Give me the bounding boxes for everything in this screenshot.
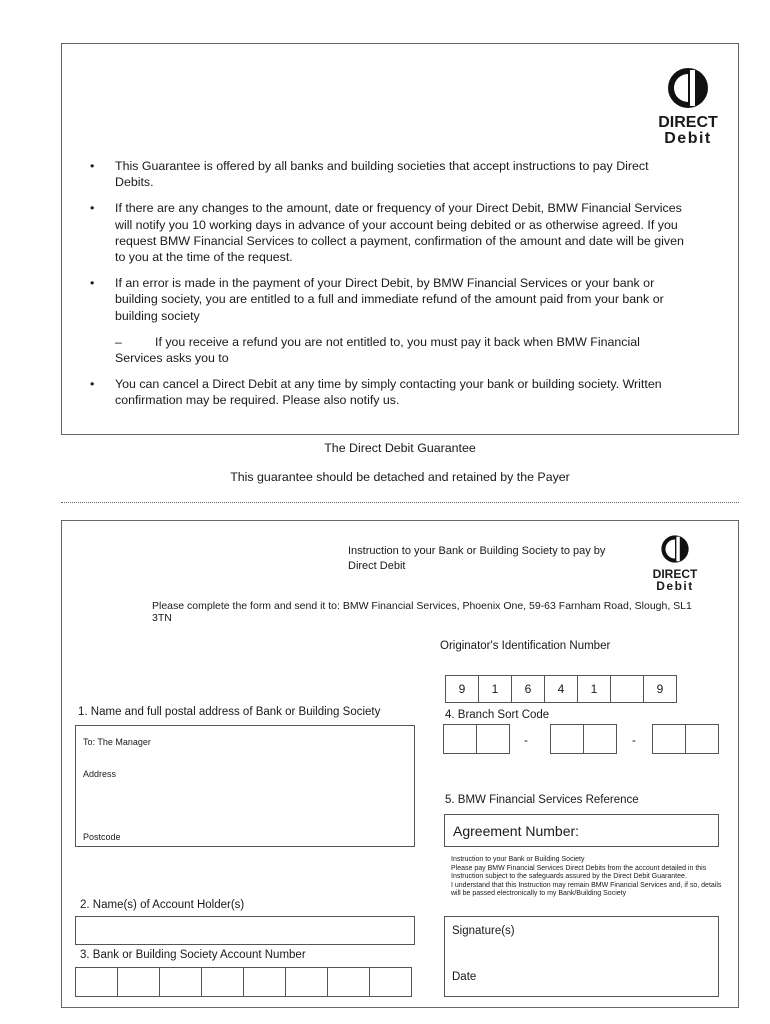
originator-digit: 9 [445, 675, 479, 703]
bullet-dot: • [90, 276, 95, 291]
sort-code-dash: - [524, 735, 528, 747]
guarantee-sub-item [90, 334, 690, 366]
originator-digit [610, 675, 644, 703]
guarantee-bullet-text: If an error is made in the payment of your Direct Debit, by BMW Financial Services or your bank or building society, you are entitled to a full and immediate refund of the amount paid from your bank or building society [115, 276, 664, 323]
postcode-label: Postcode [83, 832, 121, 842]
bullet-dot: • [90, 201, 95, 216]
cut-line-divider [61, 502, 739, 503]
originator-digit: 6 [511, 675, 545, 703]
direct-debit-mark-icon [666, 66, 710, 110]
signature-label: Signature(s) [452, 925, 515, 937]
account-number-label: 3. Bank or Building Society Account Number [80, 949, 306, 961]
account-number-digit-input[interactable] [117, 967, 160, 997]
sort-code-digit-input[interactable] [583, 724, 617, 754]
bullet-dot: • [90, 377, 95, 392]
sort-code-label: 4. Branch Sort Code [445, 709, 550, 721]
originator-digit: 1 [577, 675, 611, 703]
sort-code-group-1 [444, 724, 510, 754]
guarantee-sub-item-text: If you receive a refund you are not entitled to, you must pay it back when BMW Financial Services asks you to [115, 334, 640, 366]
guarantee-bullet [90, 158, 690, 190]
reference-label: 5. BMW Financial Services Reference [445, 794, 639, 806]
account-number-digit-input[interactable] [327, 967, 370, 997]
direct-debit-logo-small [642, 534, 708, 592]
guarantee-bullet-text: If there are any changes to the amount, date or frequency of your Direct Debit, BMW Financial Services will notify you 10 working days in advance of your account being debited or as otherwise agreed. If you request BMW Financial Services to collect a payment, confirmation of the amount and date will be given to you at the time of the request. [115, 201, 684, 265]
detach-note: This guarantee should be detached and retained by the Payer [230, 470, 570, 484]
instruction-small-text [451, 856, 731, 899]
guarantee-bullet [90, 275, 690, 324]
sort-code-digit-input[interactable] [685, 724, 719, 754]
logo-direct-text: DIRECT [658, 114, 718, 131]
account-number-boxes [76, 967, 412, 997]
date-label: Date [452, 971, 477, 983]
direct-debit-logo [655, 66, 721, 147]
to-manager-label: To: The Manager [83, 737, 151, 747]
account-holder-field[interactable] [75, 916, 415, 945]
logo-debit-text: Debit [656, 579, 694, 593]
originator-id-label: Originator's Identification Number [440, 640, 611, 652]
send-to-address: Please complete the form and send it to: BMW Financial Services, Phoenix One, 59-63 Farnham Road, Slough, SL1 3TN [152, 600, 692, 624]
guarantee-bullet-list [90, 158, 690, 419]
sort-code-dash: - [632, 735, 636, 747]
account-number-digit-input[interactable] [369, 967, 412, 997]
originator-id-boxes [446, 675, 677, 703]
account-number-digit-input[interactable] [75, 967, 118, 997]
guarantee-bullet-text: This Guarantee is offered by all banks and building societies that accept instructions to pay Direct Debits. [115, 159, 649, 190]
bank-address-label: 1. Name and full postal address of Bank or Building Society [78, 706, 381, 718]
agreement-number-field[interactable] [444, 814, 719, 847]
account-number-digit-input[interactable] [285, 967, 328, 997]
account-number-digit-input[interactable] [159, 967, 202, 997]
account-number-digit-input[interactable] [201, 967, 244, 997]
guarantee-bullet-text: You can cancel a Direct Debit at any time by simply contacting your bank or building society. Written confirmation may be required. Please also notify us. [115, 377, 662, 408]
sort-code-digit-input[interactable] [476, 724, 510, 754]
direct-debit-mark-icon [660, 534, 690, 564]
address-label: Address [83, 769, 117, 779]
account-holder-label: 2. Name(s) of Account Holder(s) [80, 899, 245, 911]
instruction-small-line: Instruction to your Bank or Building Society [451, 856, 585, 863]
originator-digit: 1 [478, 675, 512, 703]
form-heading: Instruction to your Bank or Building Society to pay by Direct Debit [348, 545, 606, 572]
originator-digit: 4 [544, 675, 578, 703]
logo-direct-text: DIRECT [652, 567, 698, 581]
signature-date-box[interactable] [444, 916, 719, 997]
sort-code-digit-input[interactable] [443, 724, 477, 754]
sort-code-digit-input[interactable] [550, 724, 584, 754]
account-number-digit-input[interactable] [243, 967, 286, 997]
guarantee-bullet [90, 376, 690, 408]
bullet-dot: • [90, 159, 95, 173]
originator-digit: 9 [643, 675, 677, 703]
sub-item-dash: – [115, 334, 122, 349]
guarantee-bullet [90, 200, 690, 265]
sort-code-group-2 [551, 724, 617, 754]
instruction-small-line: Please pay BMW Financial Services Direct Debits from the account detailed in this Instruction subject to the safeguards assured by the Direct Debit Guarantee. [451, 864, 707, 880]
guarantee-title: The Direct Debit Guarantee [324, 441, 476, 455]
logo-debit-text: Debit [664, 130, 712, 147]
sort-code-group-3 [653, 724, 719, 754]
sort-code-digit-input[interactable] [652, 724, 686, 754]
instruction-small-line: I understand that this Instruction may remain BMW Financial Services and, if so, details will be passed electronically to my Bank/Building Society [451, 881, 722, 897]
agreement-number-label: Agreement Number: [453, 823, 580, 839]
